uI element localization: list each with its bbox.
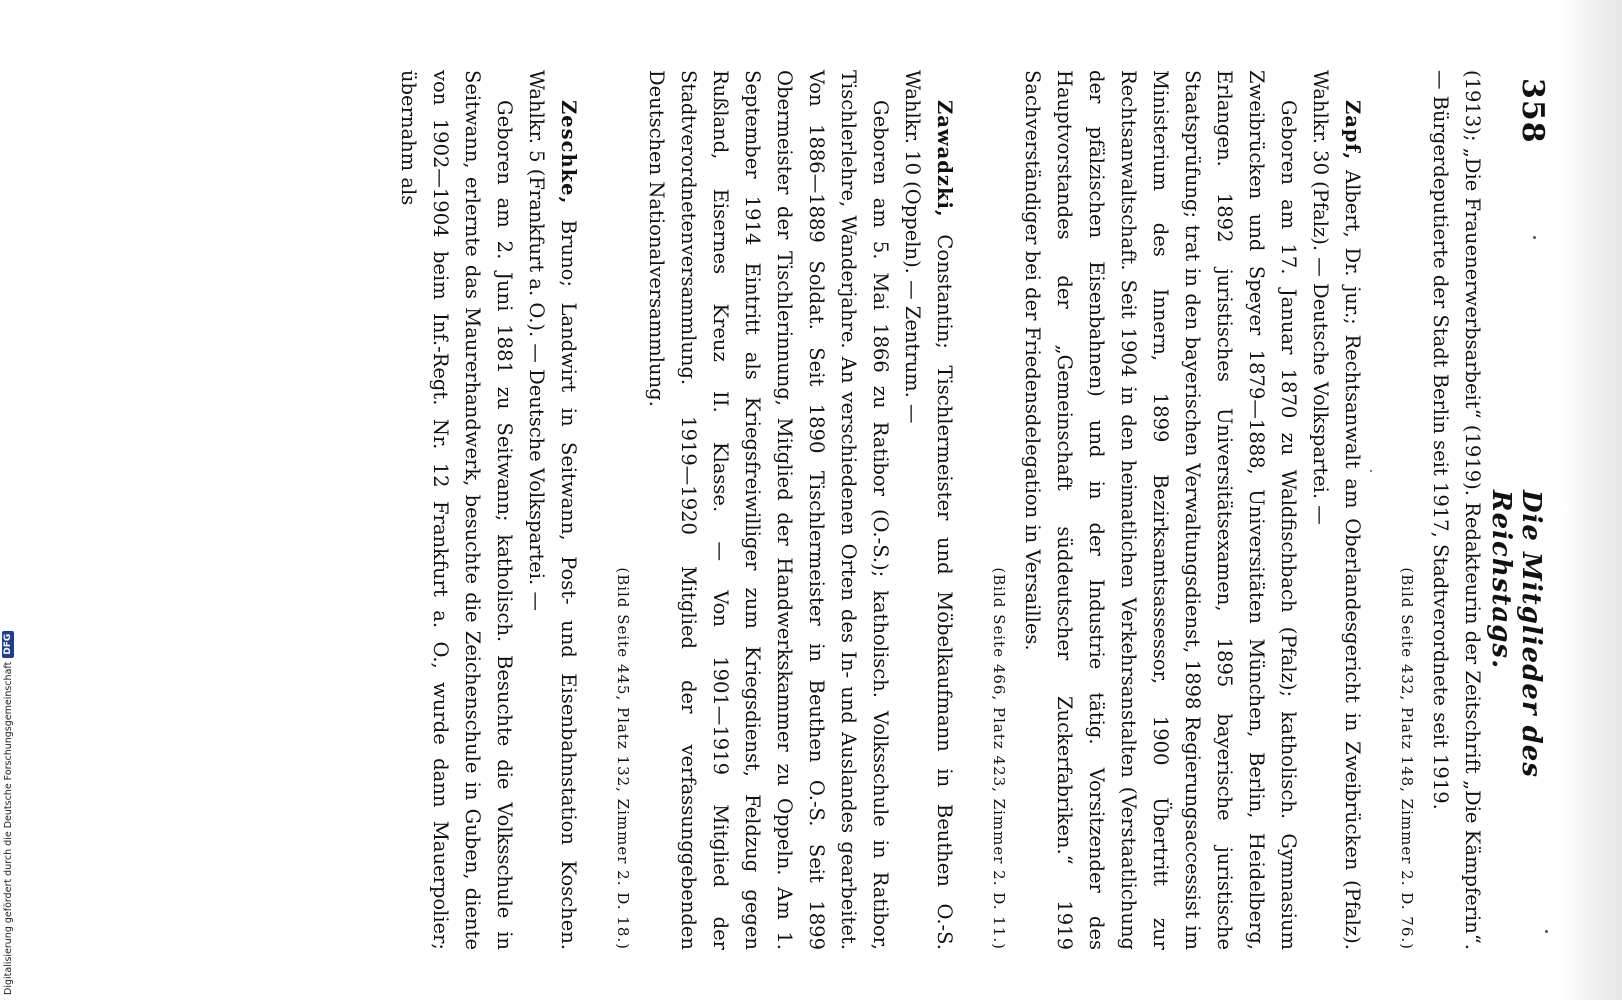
entry-name: Zawadzki,: [933, 100, 956, 218]
entry-reference: (Bild Seite 466, Platz 423, Zimmer 2. D. 11.): [990, 567, 1008, 950]
page-number: 358: [1515, 78, 1550, 144]
entry-reference: (Bild Seite 445, Platz 132, Zimmer 2. D. 18.): [614, 567, 632, 950]
entry-paragraph: Geboren am 17. Januar 1870 zu Waldfischbach (Pfalz); katholisch. Gymnasium Zweibrücken und Speyer 1879—1888, Universitäten München, Berlin, Heidelberg, Erlangen. 1892 juristisches Universitätsexamen, 1895 bayerische juristische Staatsprüfung; trat in den bayerischen Verwaltungsdienst, 1898 Regierungsaccessist im Ministerium des Innern, 1899 Bezirksamtsassessor, 1900 Übertritt zur Rechtsanwaltschaft. Seit 1904 in den heimatlichen Verkehrsanstalten (Verstaatlichung der pfälzischen Eisenbahnen) und in der Industrie tätig. Vorsitzender des Hauptvorstandes der „Gemeinschaft süddeutscher Zuckerfabriken.“ 1919 Sachverständiger bei der Friedensdelegation in Versailles.: [1021, 70, 1300, 950]
entries-list: [392, 70, 1488, 950]
entry: [986, 70, 1368, 950]
entry-name: Zapf,: [1341, 100, 1364, 161]
scan-speck: [1533, 236, 1536, 239]
entry-paragraph: (1913); „Die Frauenerwerbsarbeit“ (1919). Redakteurin der Zeitschrift „Die Kämpferin“. — Bürgerdeputierte der Stadt Berlin seit 1917, Stadtverordnete seit 1919.: [1429, 70, 1484, 950]
entry-paragraph: Geboren am 5. Mai 1866 zu Ratibor (O.-S.); katholisch. Volksschule in Ratibor, Tischlerlehre, Wanderjahre. An verschiedenen Orten des In- und Auslandes gearbeitet. Von 1886—1889 Soldat. Seit 1890 Tischlermeister in Beuthen O.-S. Seit 1899 Obermeister der Tischlerinnung, Mitglied der Handwerkskammer zu Oppeln. Am 1. September 1914 Eintritt als Kriegsfreiwilliger zum Kriegsdienst, Feldzug gegen Rußland, Eisernes Kreuz II. Klasse. — Von 1901—1919 Mitglied der Stadtverordnetenversammlung. 1919—1920 Mitglied der verfassunggebenden Deutschen Nationalversammlung.: [645, 70, 892, 950]
entry-name: Zeschke,: [557, 100, 580, 205]
entry-paragraph: Geboren am 2. Juni 1881 zu Seitwann; katholisch. Besuchte die Volksschule in Seitwann, erlernte das Maurerhandwerk, besuchte die Zeichenschule in Guben, diente von 1902—1904 beim Inf.-Regt. Nr. 12 Frankfurt a. O., wurde dann Mauerpolier; übernahm als: [397, 70, 516, 950]
entry: [1394, 70, 1488, 950]
running-title: Die Mitglieder des Reichstags.: [1486, 490, 1546, 778]
entry: [610, 70, 960, 950]
entry: [392, 70, 584, 950]
entry-headline: [896, 70, 960, 950]
dfg-logo-icon: DFG: [2, 631, 14, 658]
page-edge-shadow: [1564, 0, 1622, 1000]
entry-reference: (Bild Seite 432, Platz 148, Zimmer 2. D. 76.): [1398, 567, 1416, 950]
entry-headline: [1304, 70, 1368, 950]
entry-headline: [520, 70, 584, 950]
digitization-credit: [2, 625, 14, 995]
entry-headline-text: Albert, Dr. jur.; Rechtsanwalt am Oberlandesgericht in Zweibrücken (Pfalz). Wahlkr. 30 (Pfalz). — Deutsche Volkspartei. —: [1309, 70, 1364, 950]
entry-headline-text: Constantin; Tischlermeister und Möbelkaufmann in Beuthen O.-S. Wahlkr. 10 (Oppeln). — Zentrum. —: [901, 70, 956, 950]
digitization-credit-text: Digitalisierung gefördert durch die Deutsche Forschungsgemeinschaft: [2, 661, 14, 995]
entry-headline-text: Bruno; Landwirt in Seitwann, Post- und Eisenbahnstation Koschen. Wahlkr. 5 (Frankfurt a. O.). — Deutsche Volkspartei. —: [525, 70, 580, 950]
